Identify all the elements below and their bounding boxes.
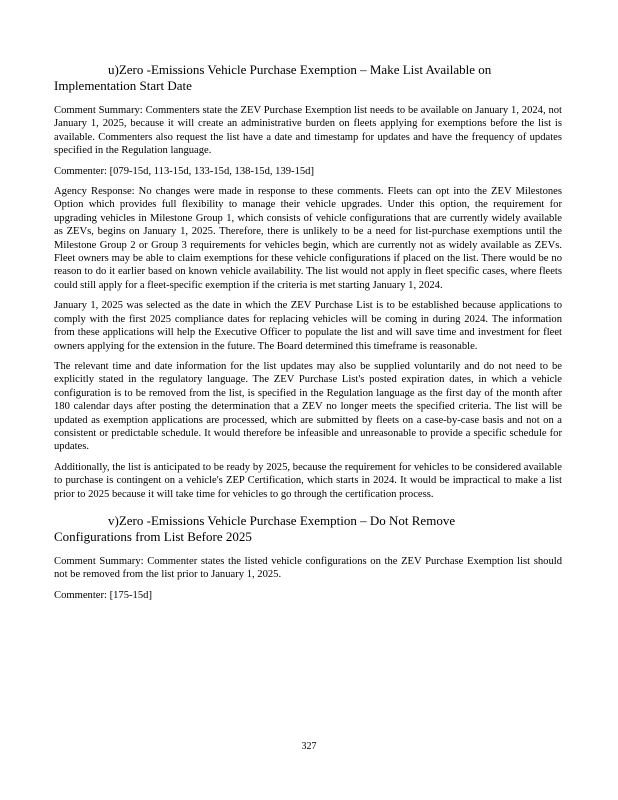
section-u-paragraph-additionally: Additionally, the list is anticipated to be ready by 2025, because the requirement for vehicles to be considered available to purchase is contingent on a vehicle's ZEP Certification, which starts in 2024. It would be impractical to make a list prior to 2025 because it will take time for vehicles to go through the certification process. [54,461,562,500]
section-u-heading-line2: Implementation Start Date [54,78,192,93]
section-u-paragraph-relevant: The relevant time and date information for the list updates may also be supplied voluntarily and do not need to be explicitly stated in the regulatory language. The ZEV Purchase List's posted expiration dates, in which a vehicle configuration is to be removed from the list, is specified in the Regulation language as the first day of the month after 180 calendar days after posting the determination that a ZEV no longer meets the specified criteria. The list will be updated as exemption applications are processed, which are submitted by fleets on a case-by-case basis and not on a consistent or predictable schedule. It would therefore be infeasible and unreasonable to provide a specific schedule for updates. [54,360,562,453]
section-u-commenter: Commenter: [079-15d, 113-15d, 133-15d, 138-15d, 139-15d] [54,165,315,177]
section-u-paragraph-2025: January 1, 2025 was selected as the date in which the ZEV Purchase List is to be established because applications to comply with the first 2025 compliance dates for replacing vehicles will be coming in during 2024. The information from these applications will help the Executive Officer to populate the list and will save time and investment for fleet owners applying for the extension in the future. The Board determined this timeframe is reasonable. [54,300,562,352]
section-v-comment-summary: Comment Summary: Commenter states the listed vehicle configurations on the ZEV Purchase Exemption list should not be removed from the list prior to January 1, 2025. [54,555,562,581]
page-number: 327 [301,741,317,752]
section-u-comment-summary: Comment Summary: Commenters state the ZEV Purchase Exemption list needs to be available on January 1, 2024, not January 1, 2025, because it will create an administrative burden on fleets applying for exemptions before the list is available. Commenters also request the list have a date and timestamp for updates and have the frequency of updates specified in the Regulation language. [54,105,562,157]
section-u-heading [54,62,562,94]
section-u-agency-response: Agency Response: No changes were made in response to these comments. Fleets can opt into the ZEV Milestones Option which provides full flexibility to manage their vehicle upgrades. Under this option, the requirement for upgrading vehicles in Milestone Group 1, which consists of vehicle configurations that are currently widely available as ZEVs, begins on January 1, 2025. Therefore, there is unlikely to be a need for list-purchase exemptions until the Milestone Group 2 or Group 3 requirements for vehicles begin, which are currently not as widely available as ZEVs. Fleet owners may be able to claim exemptions for these vehicle configurations if placed on the list. There would be no reason to do it earlier based on known vehicle availability. The list would not apply in fleet specific cases, where fleets could still apply for a fleet-specific exemption if the criteria is met starting January 1, 2024. [54,186,562,291]
document-page [54,62,562,609]
section-v-heading-line2: Configurations from List Before 2025 [54,528,252,544]
section-u-heading-line1: u)Zero -Emissions Vehicle Purchase Exemption – Make List Available on [108,62,492,77]
section-v-heading-line1: v)Zero -Emissions Vehicle Purchase Exemption – Do Not Remove [108,512,456,528]
section-v-commenter: Commenter: [175-15d] [54,589,152,601]
section-v-heading [54,513,562,545]
